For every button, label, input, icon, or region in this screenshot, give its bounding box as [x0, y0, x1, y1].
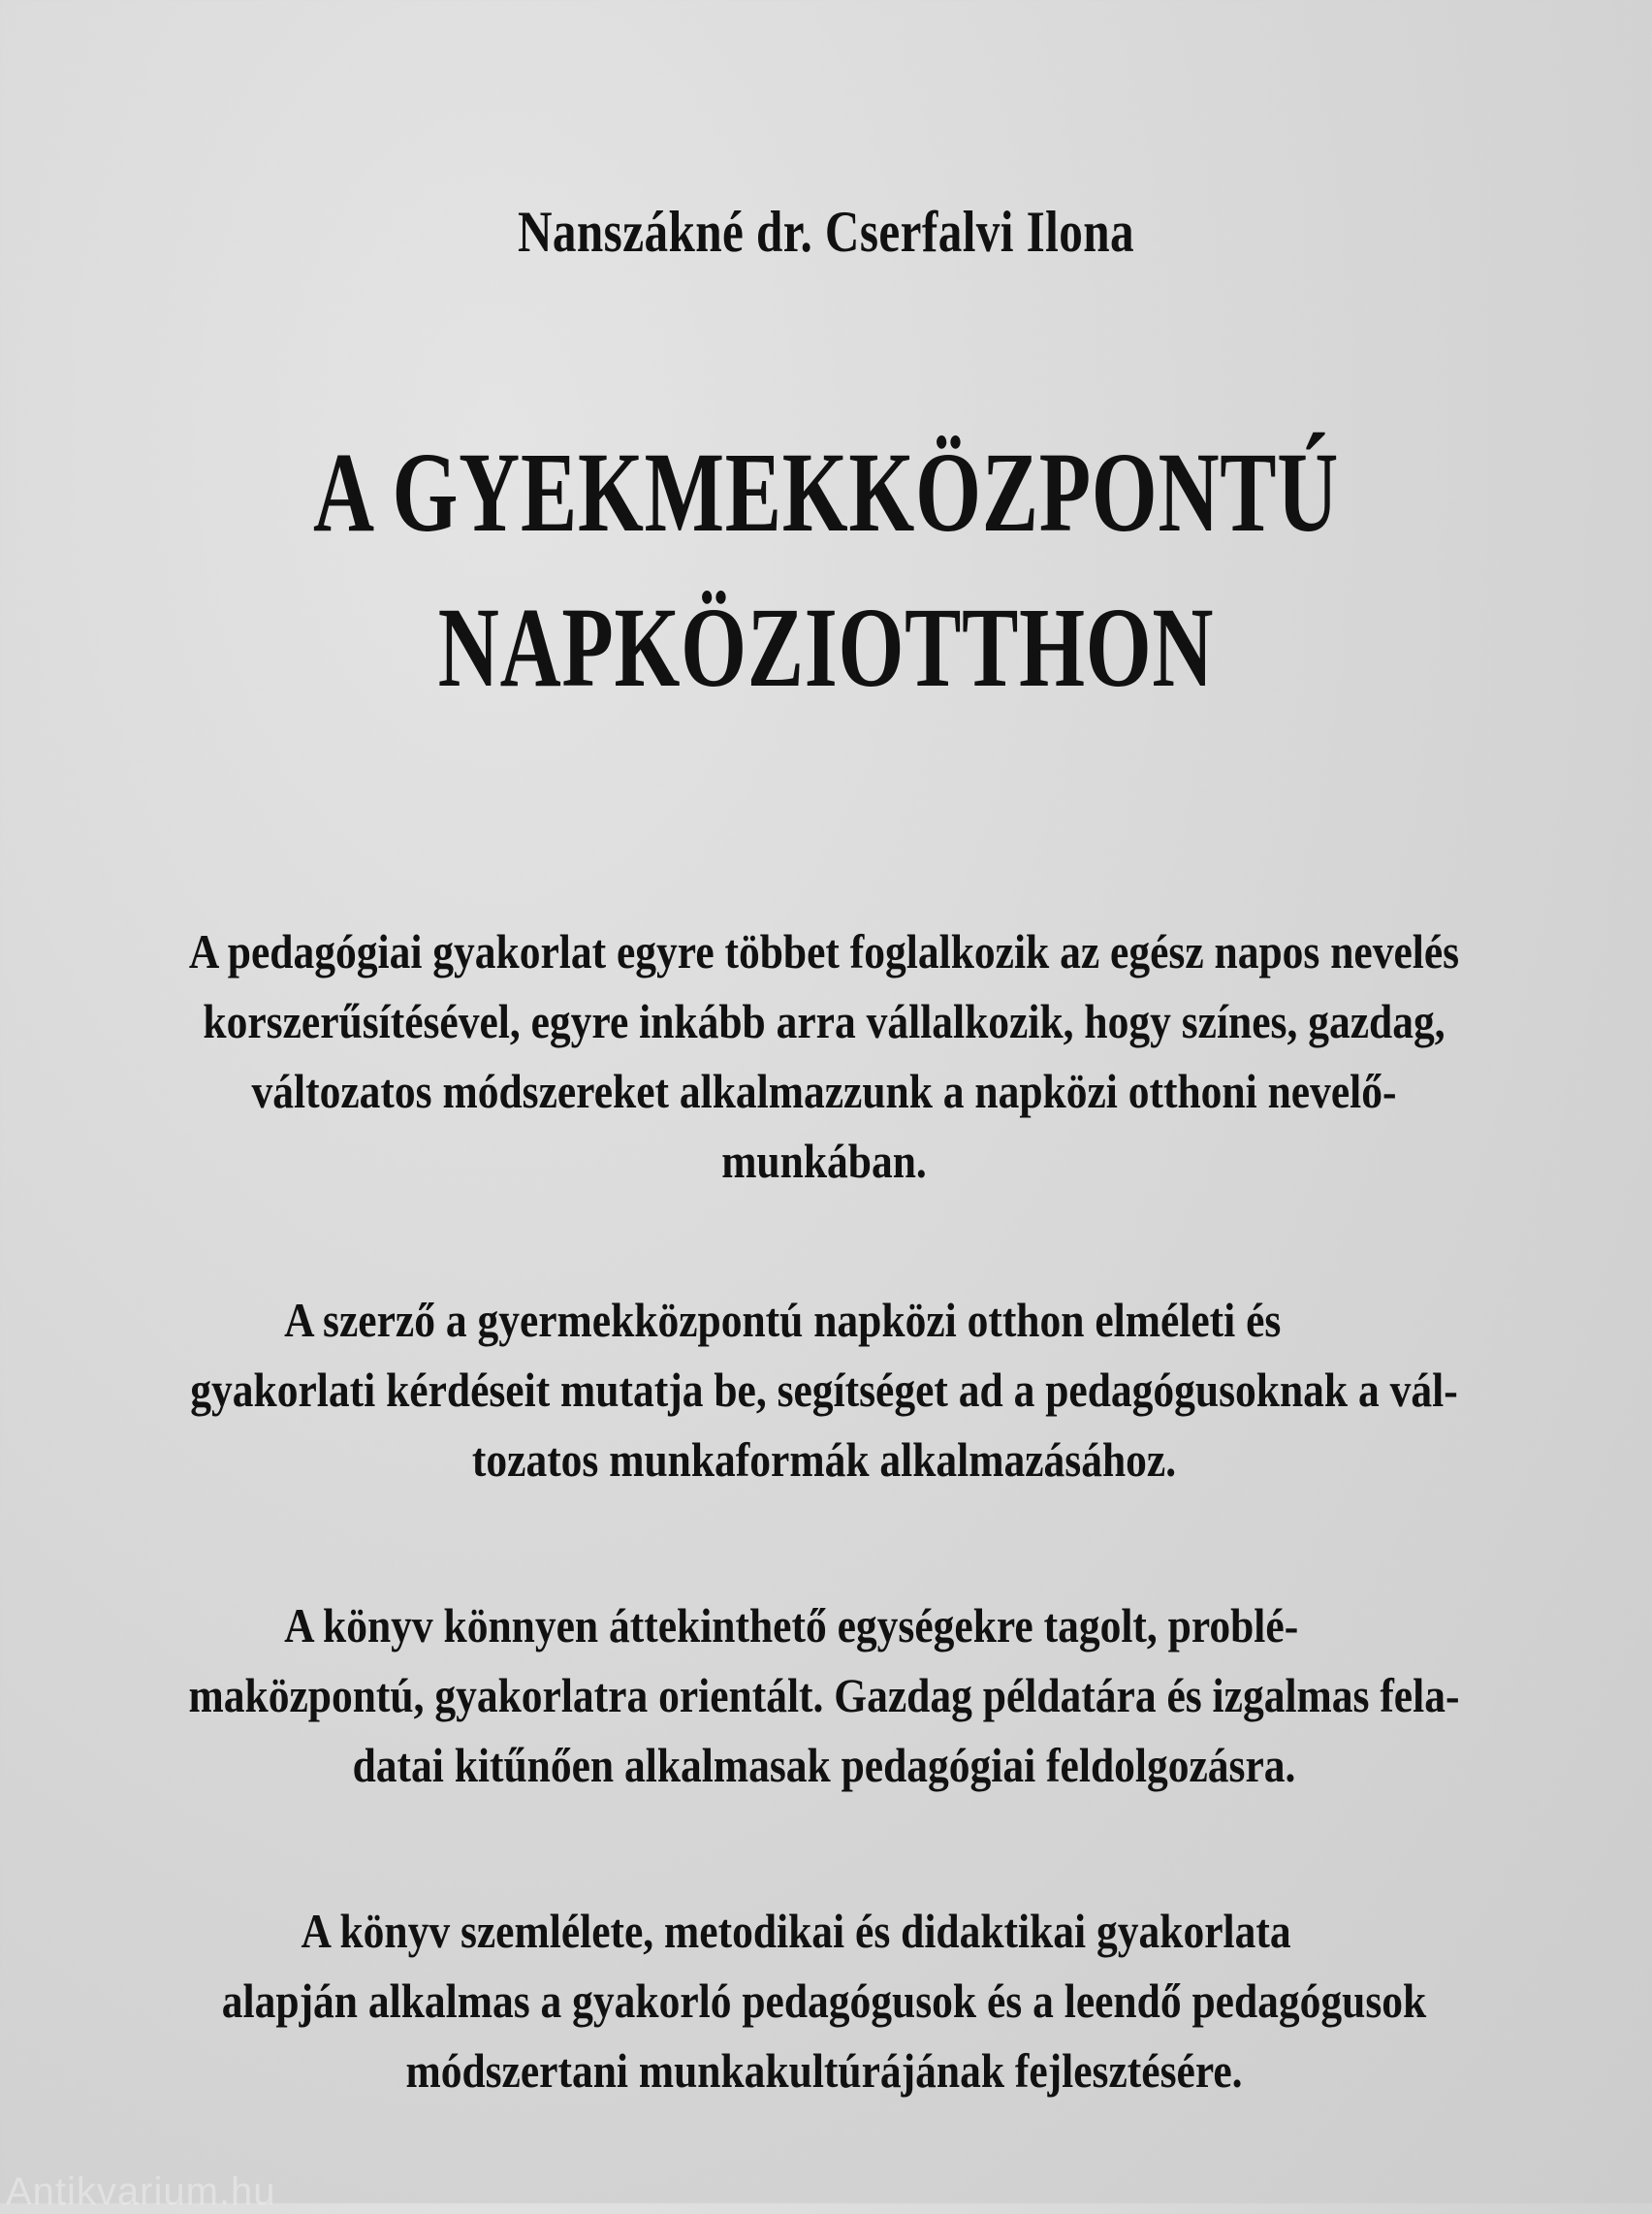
blurb-paragraph-4	[78, 1896, 1571, 2105]
blurb-paragraph-3	[78, 1590, 1571, 1800]
paragraph-line: maközpontú, gyakorlatra orientált. Gazdag példatára és izgalmas fela-	[188, 1668, 1460, 1722]
paragraph-line: gyakorlati kérdéseit mutatja be, segítséget ad a pedagógusoknak a vál-	[190, 1363, 1458, 1417]
watermark: Antikvarium.hu	[6, 2170, 276, 2213]
paragraph-line: datai kitűnően alkalmasak pedagógiai feldolgozásra.	[352, 1738, 1296, 1792]
paragraph-line: A könyv szemlélete, metodikai és didaktikai gyakorlata	[301, 1904, 1291, 1958]
title-line-1: A GYEKMEKKÖZPONTÚ	[312, 429, 1340, 556]
title-line-2: NAPKÖZIOTTHON	[437, 584, 1215, 711]
blurb-paragraph-1	[78, 916, 1571, 1196]
paragraph-line: munkában.	[721, 1134, 927, 1188]
paragraph-line: módszertani munkakultúrájának fejlesztésére.	[405, 2043, 1243, 2098]
paragraph-line: alapján alkalmas a gyakorló pedagógusok és a leendő pedagógusok	[221, 1973, 1427, 2028]
author-name: Nanszákné dr. Cserfalvi Ilona	[517, 200, 1135, 264]
paragraph-line: tozatos munkaformák alkalmazásához.	[471, 1432, 1177, 1487]
paragraph-line: A szerző a gyermekközpontú napközi otthon elméleti és	[284, 1293, 1282, 1347]
paragraph-line: A könyv könnyen áttekinthető egységekre tagolt, problé-	[284, 1598, 1299, 1652]
paragraph-line: A pedagógiai gyakorlat egyre többet foglalkozik az egész napos nevelés	[188, 924, 1460, 979]
paragraph-line: korszerűsítésével, egyre inkább arra vállalkozik, hogy színes, gazdag,	[203, 994, 1446, 1048]
paragraph-line: változatos módszereket alkalmazzunk a napközi otthoni nevelő-	[251, 1064, 1397, 1118]
blurb-paragraph-2	[78, 1285, 1571, 1494]
